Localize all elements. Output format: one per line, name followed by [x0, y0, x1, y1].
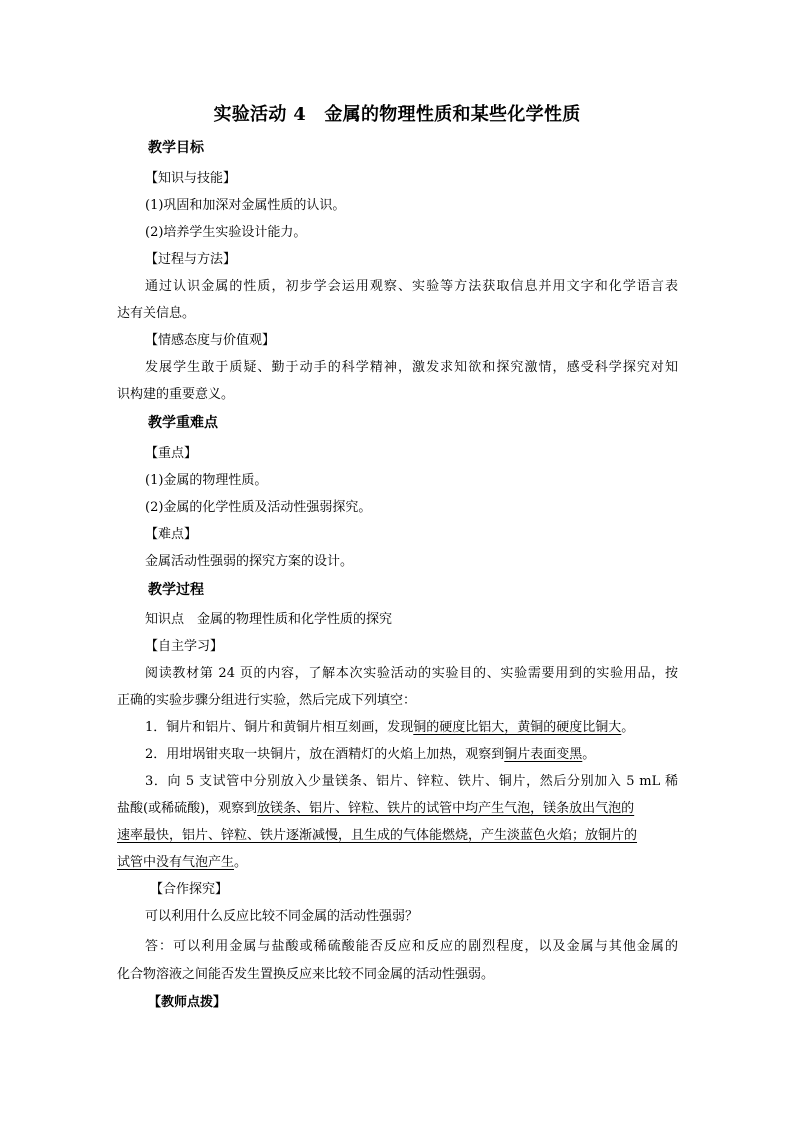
- coop-answer-line-1: 答：可以利用金属与盐酸或稀硫酸能否反应和反应的剧烈程度，以及金属与其他金属的: [145, 939, 678, 954]
- keypoints-heading: 教学重难点: [148, 415, 218, 431]
- key-label: 【重点】: [145, 446, 198, 461]
- item-1-end: 。: [621, 720, 635, 735]
- knowledge-item-2: (2)培养学生实验设计能力。: [145, 225, 307, 240]
- item-3-answer-part-3: 试管中没有气泡产生: [117, 855, 235, 870]
- emotion-line-1: 发展学生敢于质疑、勤于动手的科学精神，激发求知欲和探究激情，感受科学探究对知: [145, 360, 678, 375]
- self-study-item-3-line-4: [117, 854, 679, 872]
- item-3-question: 盐酸(或稀硫酸)，观察到: [117, 801, 258, 816]
- process-method-label: 【过程与方法】: [145, 252, 237, 267]
- item-2-answer: 铜片表面变黑: [504, 747, 583, 762]
- self-study-item-2: [145, 746, 707, 764]
- teacher-label: 【教师点拨】: [148, 995, 227, 1010]
- item-3-answer-part-1: 放镁条、铝片、锌粒、铁片的试管中均产生气泡，镁条放出气泡的: [257, 801, 635, 816]
- knowledge-label: 【知识与技能】: [145, 171, 237, 186]
- process-heading: 教学过程: [148, 582, 204, 598]
- goals-heading: 教学目标: [148, 140, 204, 156]
- self-study-line-2: 正确的实验步骤分组进行实验，然后完成下列填空：: [117, 693, 417, 708]
- key-item-2: (2)金属的化学性质及活动性强弱探究。: [145, 500, 372, 515]
- process-method-line-2: 达有关信息。: [117, 306, 196, 321]
- item-1-answer: 铜的硬度比铝大，黄铜的硬度比铜大: [413, 720, 622, 735]
- item-2-question: 2．用坩埚钳夹取一块铜片，放在酒精灯的火焰上加热，观察到: [145, 747, 505, 762]
- coop-question: 可以利用什么反应比较不同金属的活动性强弱？: [145, 909, 419, 924]
- knowledge-item-1: (1)巩固和加深对金属性质的认识。: [145, 198, 346, 213]
- knowledge-point: 知识点 金属的物理性质和化学性质的探究: [145, 612, 393, 627]
- self-study-item-3-line-2: [117, 800, 679, 818]
- self-study-line-1: 阅读教材第 24 页的内容，了解本次实验活动的实验目的、实验需要用到的实验用品，按: [145, 666, 678, 681]
- self-study-label: 【自主学习】: [145, 639, 224, 654]
- key-item-1: (1)金属的物理性质。: [145, 473, 268, 488]
- process-method-line-1: 通过认识金属的性质，初步学会运用观察、实验等方法获取信息并用文字和化学语言表: [145, 279, 678, 294]
- self-study-item-1: [145, 719, 707, 737]
- emotion-label: 【情感态度与价值观】: [145, 333, 276, 348]
- item-3-answer-part-2: 速率最快，铝片、锌粒、铁片逐渐减慢，且生成的气体能燃烧，产生淡蓝色火焰；放铜片的: [117, 828, 638, 843]
- difficult-text: 金属活动性强弱的探究方案的设计。: [145, 554, 354, 569]
- document-title: 实验活动 4 金属的物理性质和某些化学性质: [213, 104, 581, 125]
- self-study-item-3-line-1: 3．向 5 支试管中分别放入少量镁条、铝片、锌粒、铁片、铜片，然后分别加入 5 mL 稀: [145, 774, 678, 789]
- coop-answer-line-2: 化合物溶液之间能否发生置换反应来比较不同金属的活动性强弱。: [117, 967, 495, 982]
- item-1-question: 1．铜片和铝片、铜片和黄铜片相互刻画，发现: [145, 720, 414, 735]
- coop-label: 【合作探究】: [150, 882, 229, 897]
- emotion-line-2: 识构建的重要意义。: [117, 387, 235, 402]
- self-study-item-3-line-3: [117, 827, 679, 845]
- difficult-label: 【难点】: [145, 527, 198, 542]
- item-3-end: 。: [234, 855, 248, 870]
- item-2-end: 。: [582, 747, 596, 762]
